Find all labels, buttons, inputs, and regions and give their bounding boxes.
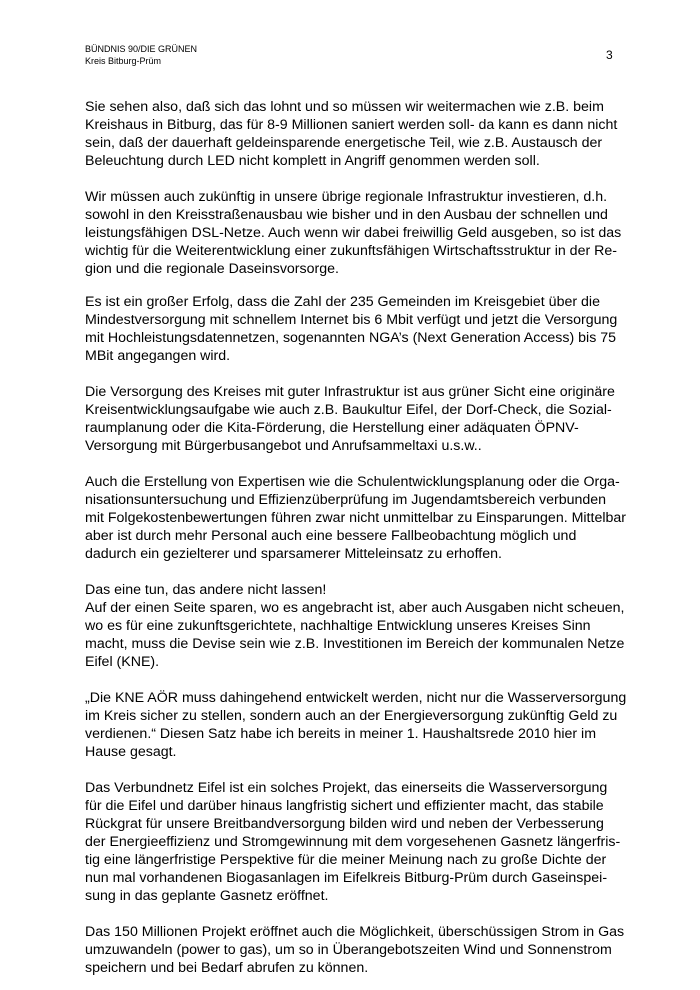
paragraph xyxy=(85,923,625,977)
text-line: Kreisentwicklungsaufgabe wie auch z.B. Baukultur Eifel, der Dorf-Check, die Sozial- xyxy=(85,402,612,418)
paragraph-spacer xyxy=(85,563,620,581)
text-line: Mindestversorgung mit schnellem Internet bis 6 Mbit verfügt und jetzt die Versorgung xyxy=(85,312,618,328)
paragraph-spacer xyxy=(85,671,620,689)
text-line: dadurch ein gezielterer und sparsamerer Mitteleinsatz zu erhoffen. xyxy=(85,546,502,562)
paragraph-spacer xyxy=(85,455,620,473)
text-line: der Energieeffizienz und Stromgewinnung mit dem vorgesehenen Gasnetz längerfris- xyxy=(85,834,621,850)
paragraph xyxy=(85,581,625,671)
document-body xyxy=(85,98,627,977)
text-line: Sie sehen also, daß sich das lohnt und so müssen wir weitermachen wie z.B. beim xyxy=(85,99,604,115)
text-line: nisationsuntersuchung und Effizienzüberprüfung im Jugendamtsbereich verbunden xyxy=(85,492,607,508)
paragraph xyxy=(85,473,626,563)
text-line: raumplanung oder die Kita-Förderung, die Herstellung einer adäquaten ÖPNV- xyxy=(85,420,579,436)
text-line: Eifel (KNE). xyxy=(85,654,160,670)
document-header xyxy=(85,43,197,67)
text-line: umzuwandeln (power to gas), um so in Überangebotszeiten Wind und Sonnenstrom xyxy=(85,942,612,958)
text-line: Hause gesagt. xyxy=(85,744,177,760)
paragraph xyxy=(85,779,620,905)
text-line: mit Hochleistungsdatennetzen, sogenannten NGA’s (Next Generation Access) bis 75 xyxy=(85,330,617,346)
text-line: MBit angegangen wird. xyxy=(85,348,231,364)
text-line: mit Folgekostenbewertungen führen zwar nicht unmittelbar zu Einsparungen. Mittelbar xyxy=(85,510,626,526)
paragraph-spacer xyxy=(85,761,620,779)
paragraph-spacer xyxy=(85,365,620,383)
text-line: sein, daß der dauerhaft geldeinsparende energetische Teil, wie z.B. Austausch der xyxy=(85,135,603,151)
text-line: gion und die regionale Daseinsvorsorge. xyxy=(85,261,339,277)
text-line: wichtig für die Weiterentwicklung einer zukunftsfähigen Wirtschaftsstruktur in der Re- xyxy=(85,243,617,259)
text-line: Das eine tun, das andere nicht lassen! xyxy=(85,582,327,598)
paragraph xyxy=(85,188,620,278)
text-line: Die Versorgung des Kreises mit guter Infrastruktur ist aus grüner Sicht eine originäre xyxy=(85,384,615,400)
page-number: 3 xyxy=(606,48,613,62)
text-line: tig eine längerfristige Perspektive für die meiner Meinung nach zu große Dichte der xyxy=(85,852,607,868)
text-line: Das Verbundnetz Eifel ist ein solches Projekt, das einerseits die Wasserversorgung xyxy=(85,780,608,796)
text-line: nun mal vorhandenen Biogasanlagen im Eifelkreis Bitburg-Prüm durch Gaseinspei- xyxy=(85,870,608,886)
text-line: Kreishaus in Bitburg, das für 8-9 Millionen saniert werden soll- da kann es dann nicht xyxy=(85,117,618,133)
text-line: Wir müssen auch zukünftig in unsere übrige regionale Infrastruktur investieren, d.h. xyxy=(85,189,608,205)
text-line: Beleuchtung durch LED nicht komplett in Angriff genommen werden soll. xyxy=(85,153,540,169)
text-line: im Kreis sicher zu stellen, sondern auch an der Energieversorgung zukünftig Geld zu xyxy=(85,708,618,724)
text-line: aber ist durch mehr Personal auch eine bessere Fallbeobachtung möglich und xyxy=(85,528,577,544)
header-org: BÜNDNIS 90/DIE GRÜNEN xyxy=(85,44,198,54)
text-line: Rückgrat für unsere Breitbandversorgung bilden wird und neben der Verbesserung xyxy=(85,816,604,832)
text-line: „Die KNE AÖR muss dahingehend entwickelt werden, nicht nur die Wasserversorgung xyxy=(85,690,627,706)
paragraph-spacer xyxy=(85,278,620,293)
text-line: Auf der einen Seite sparen, wo es angebracht ist, aber auch Ausgaben nicht scheuen, xyxy=(85,600,625,616)
text-line: wo es für eine zukunftsgerichtete, nachhaltige Entwicklung unseres Kreises Sinn xyxy=(85,618,591,634)
text-line: speichern und bei Bedarf abrufen zu können. xyxy=(85,960,369,976)
paragraph xyxy=(85,383,620,455)
text-line: für die Eifel und darüber hinaus langfristig sichert und effizienter macht, das stabile xyxy=(85,798,604,814)
paragraph-spacer xyxy=(85,170,620,188)
paragraph xyxy=(85,98,620,170)
text-line: Auch die Erstellung von Expertisen wie die Schulentwicklungsplanung oder die Orga- xyxy=(85,474,620,490)
text-line: sung in das geplante Gasnetz eröffnet. xyxy=(85,888,329,904)
paragraph xyxy=(85,293,620,365)
header-district: Kreis Bitburg-Prüm xyxy=(85,56,162,66)
text-line: Das 150 Millionen Projekt eröffnet auch die Möglichkeit, überschüssigen Strom in Gas xyxy=(85,924,625,940)
text-line: verdienen.“ Diesen Satz habe ich bereits in meiner 1. Haushaltsrede 2010 hier im xyxy=(85,726,597,742)
paragraph-spacer xyxy=(85,905,620,923)
text-line: macht, muss die Devise sein wie z.B. Investitionen im Bereich der kommunalen Netze xyxy=(85,636,625,652)
paragraph xyxy=(85,689,627,761)
text-line: Es ist ein großer Erfolg, dass die Zahl der 235 Gemeinden im Kreisgebiet über die xyxy=(85,294,600,310)
text-line: Versorgung mit Bürgerbusangebot und Anrufsammeltaxi u.s.w.. xyxy=(85,438,482,454)
text-line: leistungsfähigen DSL-Netze. Auch wenn wir dabei freiwillig Geld ausgeben, so ist das xyxy=(85,225,622,241)
text-line: sowohl in den Kreisstraßenausbau wie bisher und in den Ausbau der schnellen und xyxy=(85,207,608,223)
